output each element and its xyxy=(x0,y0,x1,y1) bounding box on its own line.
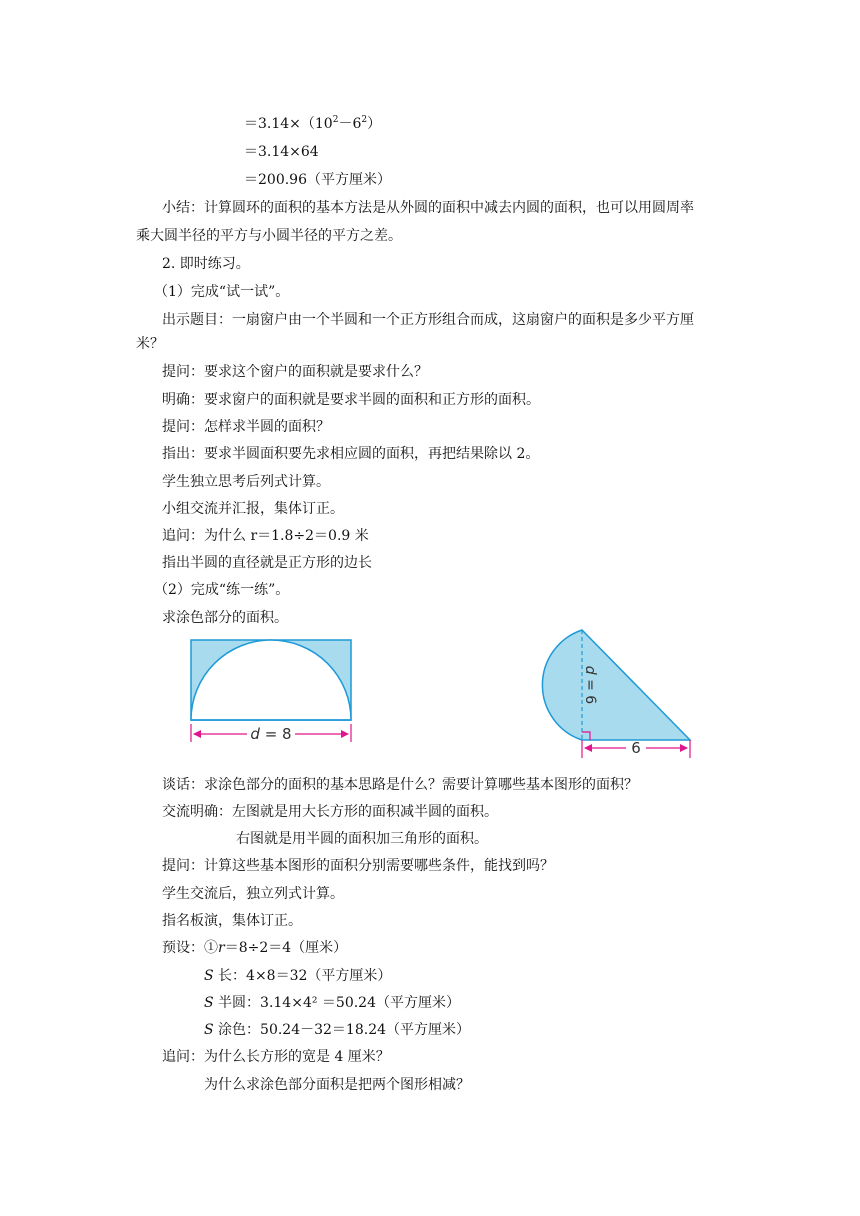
variable: r xyxy=(218,940,225,956)
question-line-1: 出示题目：一扇窗户由一个半圆和一个正方形组合而成，这扇窗户的面积是多少平方厘 xyxy=(162,312,694,328)
student-line: 小组交流并汇报，集体订正。 xyxy=(162,501,344,517)
arrow-right-icon xyxy=(680,744,688,752)
exponent: 2 xyxy=(361,115,368,125)
exchange-line-2: 右图就是用半圆的面积加三角形的面积。 xyxy=(236,831,488,847)
area-rectangle-line xyxy=(204,967,391,985)
exchange-line-1: 交流明确：左图就是用大长方形的面积减半圆的面积。 xyxy=(162,804,498,820)
calc-line-2: ＝3.14×64 xyxy=(244,144,319,160)
student-line: 学生独立思考后列式计算。 xyxy=(162,474,330,490)
question-line-2: 米？ xyxy=(136,336,164,352)
svg-text:d = 6: d = 6 xyxy=(582,665,598,705)
section-heading: 2. 即时练习。 xyxy=(162,256,250,272)
calc-text: ＝3.14×（10 xyxy=(244,116,333,132)
formula: 长：4×8＝32（平方厘米） xyxy=(213,968,392,984)
formula: 半圆：3.14×4² ＝50.24（平方厘米） xyxy=(213,995,460,1011)
clarify-line: 明确：要求窗户的面积就是要求半圆的面积和正方形的面积。 xyxy=(162,392,540,408)
figure-rectangle-semicircle xyxy=(185,634,361,746)
dimension-label: d = 8 xyxy=(250,725,292,743)
formula: 涂色：50.24－32＝18.24（平方厘米） xyxy=(213,1022,471,1038)
summary-line-2: 乘大圆半径的平方与小圆半径的平方之差。 xyxy=(136,228,402,244)
figure-semicircle-triangle xyxy=(520,624,700,760)
exponent: 2 xyxy=(332,115,339,125)
summary-line-1: 小结：计算圆环的面积的基本方法是从外圆的面积中减去内圆的面积，也可以用圆周率 xyxy=(162,200,694,216)
talk-line: 谈话：求涂色部分的面积的基本思路是什么？需要计算哪些基本图形的面积？ xyxy=(162,777,638,793)
calc-text: ） xyxy=(367,116,382,132)
ask-line: 提问：要求这个窗户的面积就是要求什么？ xyxy=(162,364,428,380)
calc-line-1 xyxy=(244,115,381,135)
student-line: 学生交流后，独立列式计算。 xyxy=(162,886,344,902)
task-line: 求涂色部分的面积。 xyxy=(162,610,288,626)
arrow-left-icon xyxy=(584,744,592,752)
exercise-1-title: （1）完成“试一试”。 xyxy=(154,284,290,300)
student-line: 指名板演，集体订正。 xyxy=(162,913,302,929)
calc-text: －6 xyxy=(338,116,362,132)
base-label: 6 xyxy=(631,739,641,757)
followup-line: 追问：为什么 r＝1.8÷2＝0.9 米 xyxy=(162,528,369,544)
followup-line: 为什么求涂色部分面积是把两个图形相减？ xyxy=(204,1077,470,1093)
variable: S xyxy=(204,995,214,1011)
area-shaded-line xyxy=(204,1021,470,1039)
formula: ＝8÷2＝4（厘米） xyxy=(224,940,348,956)
preset-line xyxy=(162,939,347,957)
ask-line: 提问：计算这些基本图形的面积分别需要哪些条件，能找到吗？ xyxy=(162,858,554,874)
preset-label: 预设：① xyxy=(162,940,218,956)
arrow-left-icon xyxy=(193,730,201,738)
followup-line: 追问：为什么长方形的宽是 4 厘米？ xyxy=(162,1049,390,1065)
diameter-label xyxy=(582,666,598,705)
point-line: 指出半圆的直径就是正方形的边长 xyxy=(162,555,372,571)
calc-line-3: ＝200.96（平方厘米） xyxy=(244,172,391,188)
point-line: 指出：要求半圆面积要先求相应圆的面积，再把结果除以 2。 xyxy=(162,446,540,462)
variable: S xyxy=(204,1022,214,1038)
exercise-2-title: （2）完成“练一练”。 xyxy=(154,582,290,598)
variable: S xyxy=(204,968,214,984)
ask-line: 提问：怎样求半圆的面积？ xyxy=(162,419,330,435)
area-semicircle-line xyxy=(204,994,460,1012)
shaded-shape xyxy=(542,630,690,740)
arrow-right-icon xyxy=(341,730,349,738)
